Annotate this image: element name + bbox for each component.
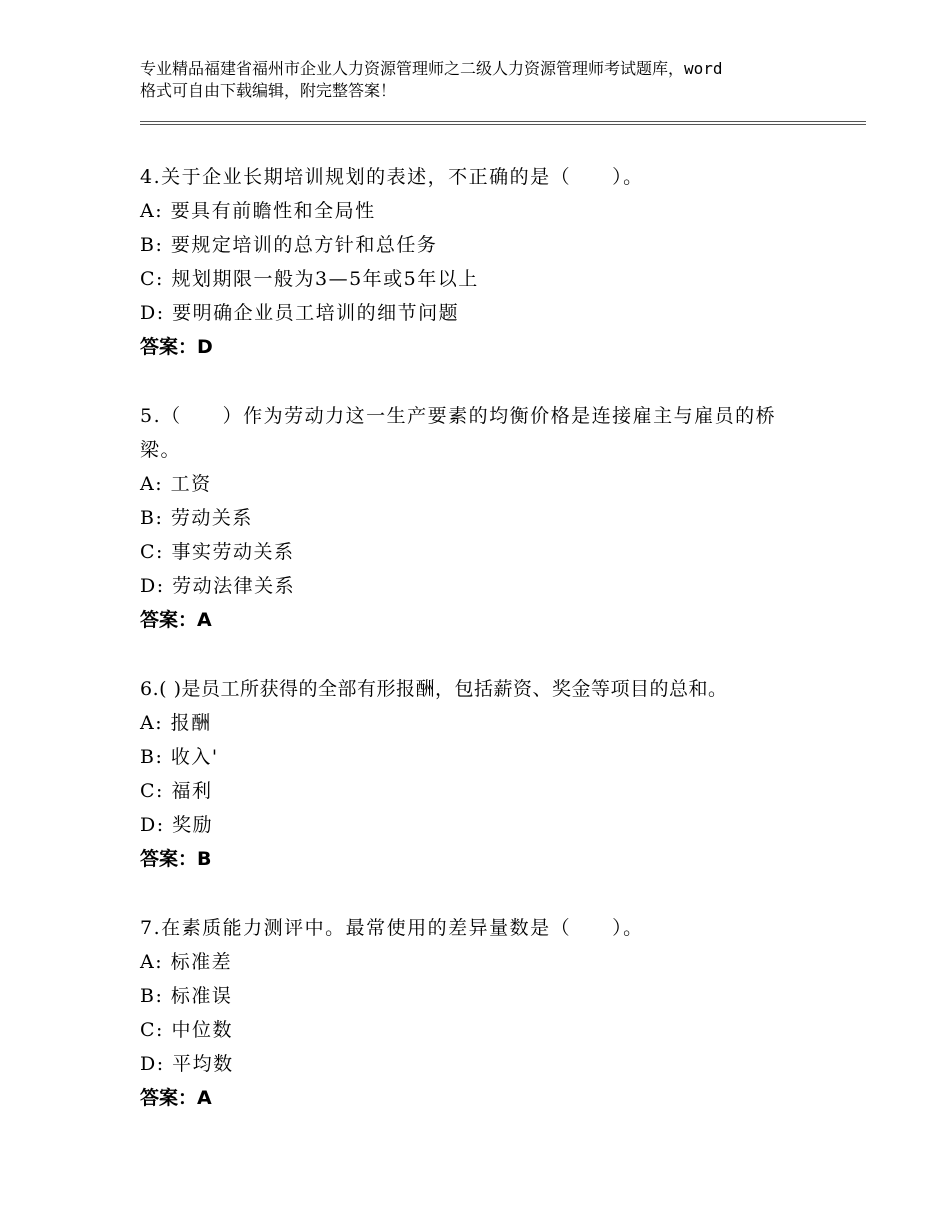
option-c: C: 中位数 — [140, 1019, 233, 1041]
answer: 答案：A — [140, 1087, 212, 1109]
question-stem: 4.关于企业长期培训规划的表述，不正确的是（ ）。 — [140, 166, 644, 188]
answer: 答案：A — [140, 609, 212, 631]
option-d: D: 平均数 — [140, 1053, 234, 1075]
question-5 — [140, 399, 840, 637]
option-a: A: 标准差 — [140, 951, 233, 973]
question-4 — [140, 160, 840, 364]
option-c: C: 规划期限一般为3—5年或5年以上 — [140, 268, 479, 290]
option-c: C: 福利 — [140, 780, 213, 802]
answer: 答案：D — [140, 336, 213, 358]
option-b: B: 要规定培训的总方针和总任务 — [140, 234, 438, 256]
header-rule-bottom — [140, 124, 866, 125]
question-stem: 7.在素质能力测评中。最常使用的差异量数是（ ）。 — [140, 917, 644, 939]
option-a: A: 报酬 — [140, 712, 212, 734]
question-stem: 6.( )是员工所获得的全部有形报酬，包括薪资、奖金等项目的总和。 — [140, 678, 728, 700]
option-d: D: 奖励 — [140, 814, 214, 836]
header-title-line-2: 格式可自由下载编辑，附完整答案！ — [140, 81, 397, 100]
document-header — [140, 58, 840, 102]
option-b: B: 劳动关系 — [140, 507, 253, 529]
option-a: A: 工资 — [140, 473, 212, 495]
option-c: C: 事实劳动关系 — [140, 541, 295, 563]
option-b: B: 标准误 — [140, 985, 233, 1007]
header-title-line-1: 专业精品福建省福州市企业人力资源管理师之二级人力资源管理师考试题库，word — [140, 59, 723, 78]
answer: 答案：B — [140, 848, 212, 870]
option-a: A: 要具有前瞻性和全局性 — [140, 200, 376, 222]
question-stem: 5.（ ）作为劳动力这一生产要素的均衡价格是连接雇主与雇员的桥梁。 — [140, 405, 777, 461]
question-7 — [140, 911, 840, 1115]
option-d: D: 劳动法律关系 — [140, 575, 296, 597]
question-6 — [140, 672, 840, 876]
option-d: D: 要明确企业员工培训的细节问题 — [140, 302, 460, 324]
header-rule-top — [140, 121, 866, 122]
option-b: B: 收入' — [140, 746, 219, 768]
